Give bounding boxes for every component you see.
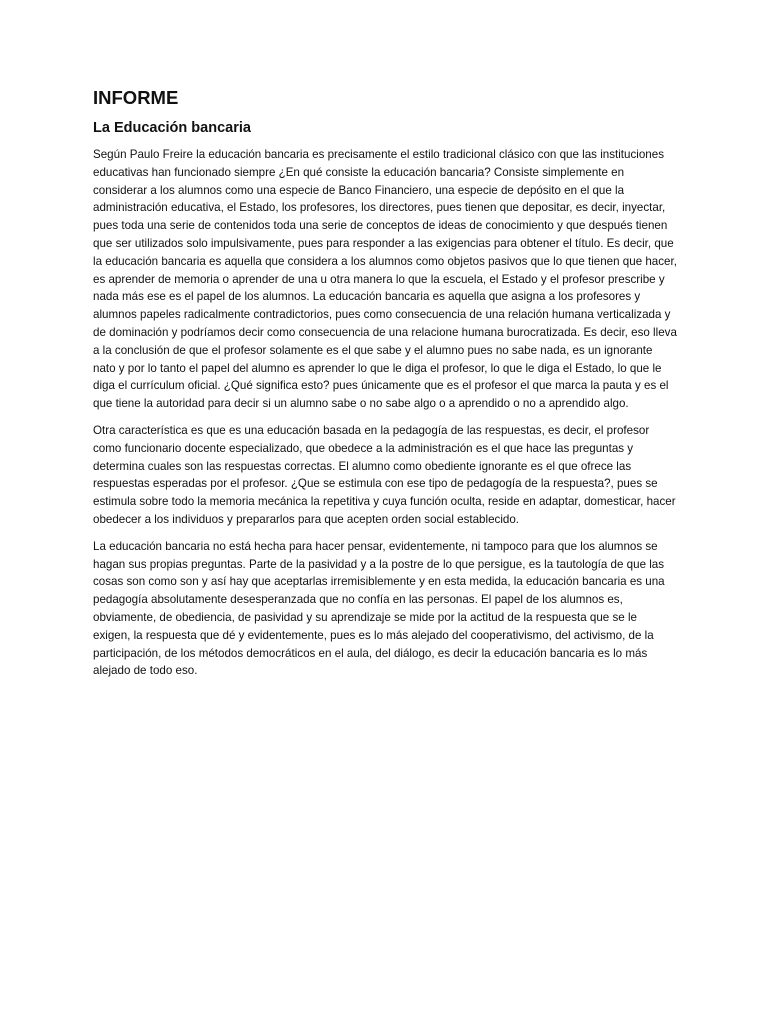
document-title: INFORME bbox=[93, 87, 179, 108]
paragraph-3: La educación bancaria no está hecha para hacer pensar, evidentemente, ni tampoco para que los alumnos se hagan sus propias preguntas. Parte de la pasividad y a la postre de lo que persigue, es la tautología de que las cosas son como son y así hay que aceptarlas irremisiblemente y en esta medida, la educación bancaria es una pedagogía absolutamente desesperanzada que no confía en las personas. El papel de los alumnos es, obviamente, de obediencia, de pasividad y su aprendizaje se mide por la actitud de la respuesta que se le exigen, la respuesta que dé y evidentemente, pues es lo más alejado del cooperativismo, del activismo, de la participación, de los métodos democráticos en el aula, del diálogo, es decir la educación bancaria es lo más alejado de todo eso. bbox=[93, 539, 665, 678]
paragraph-2: Otra característica es que es una educación basada en la pedagogía de las respuestas, es decir, el profesor como funcionario docente especializado, que obedece a la administración es el que hace las preguntas y determina cuales son las respuestas correctas. El alumno como obediente ignorante es el que ofrece las respuestas esperadas por el profesor. ¿Que se estimula con ese tipo de pedagogía de la respuesta?, pues se estimula sobre todo la memoria mecánica la repetitiva y cuya función oculta, reside en adaptar, domesticar, hacer obedecer a los individuos y prepararlos para que acepten orden social establecido. bbox=[93, 423, 676, 526]
document-body bbox=[93, 86, 677, 689]
paragraph-1: Según Paulo Freire la educación bancaria es precisamente el estilo tradicional clásico con que las instituciones educativas han funcionado siempre ¿En qué consiste la educación bancaria? Consiste simplemente en considerar a los alumnos como una especie de Banco Financiero, una especie de depósito en el que la administración educativa, el Estado, los profesores, los directores, pues tienen que depositar, es decir, inyectar, pues toda una serie de contenidos toda una serie de conceptos de ideas de conocimiento y que después tienen que ser utilizados solo impulsivamente, pues para responder a las exigencias para obtener el título. Es decir, que la educación bancaria es aquella que considera a los alumnos como objetos pasivos que lo que tienen que hacer, es aprender de memoria o aprender de una u otra manera lo que la escuela, el Estado y el profesor prescribe y nada más ese es el papel de los alumnos. La educación bancaria es aquella que asigna a los profesores y alumnos papeles radicalmente contradictorios, pues como consecuencia de una relación humana verticalizada y de dominación y podríamos decir como consecuencia de una relacione humana burocratizada. Es decir, eso lleva a la conclusión de que el profesor solamente es el que sabe y el alumno pues no sabe nada, es un ignorante nato y por lo tanto el papel del alumno es aprender lo que le diga el profesor, lo que le diga el Estado, lo que le diga el currículum oficial. ¿Qué significa esto? pues únicamente que es el profesor el que marca la pauta y es el que tiene la autoridad para decir si un alumno sabe o no sabe algo o a aprendido o no a aprendido algo. bbox=[93, 148, 677, 411]
section-heading: La Educación bancaria bbox=[93, 120, 251, 136]
